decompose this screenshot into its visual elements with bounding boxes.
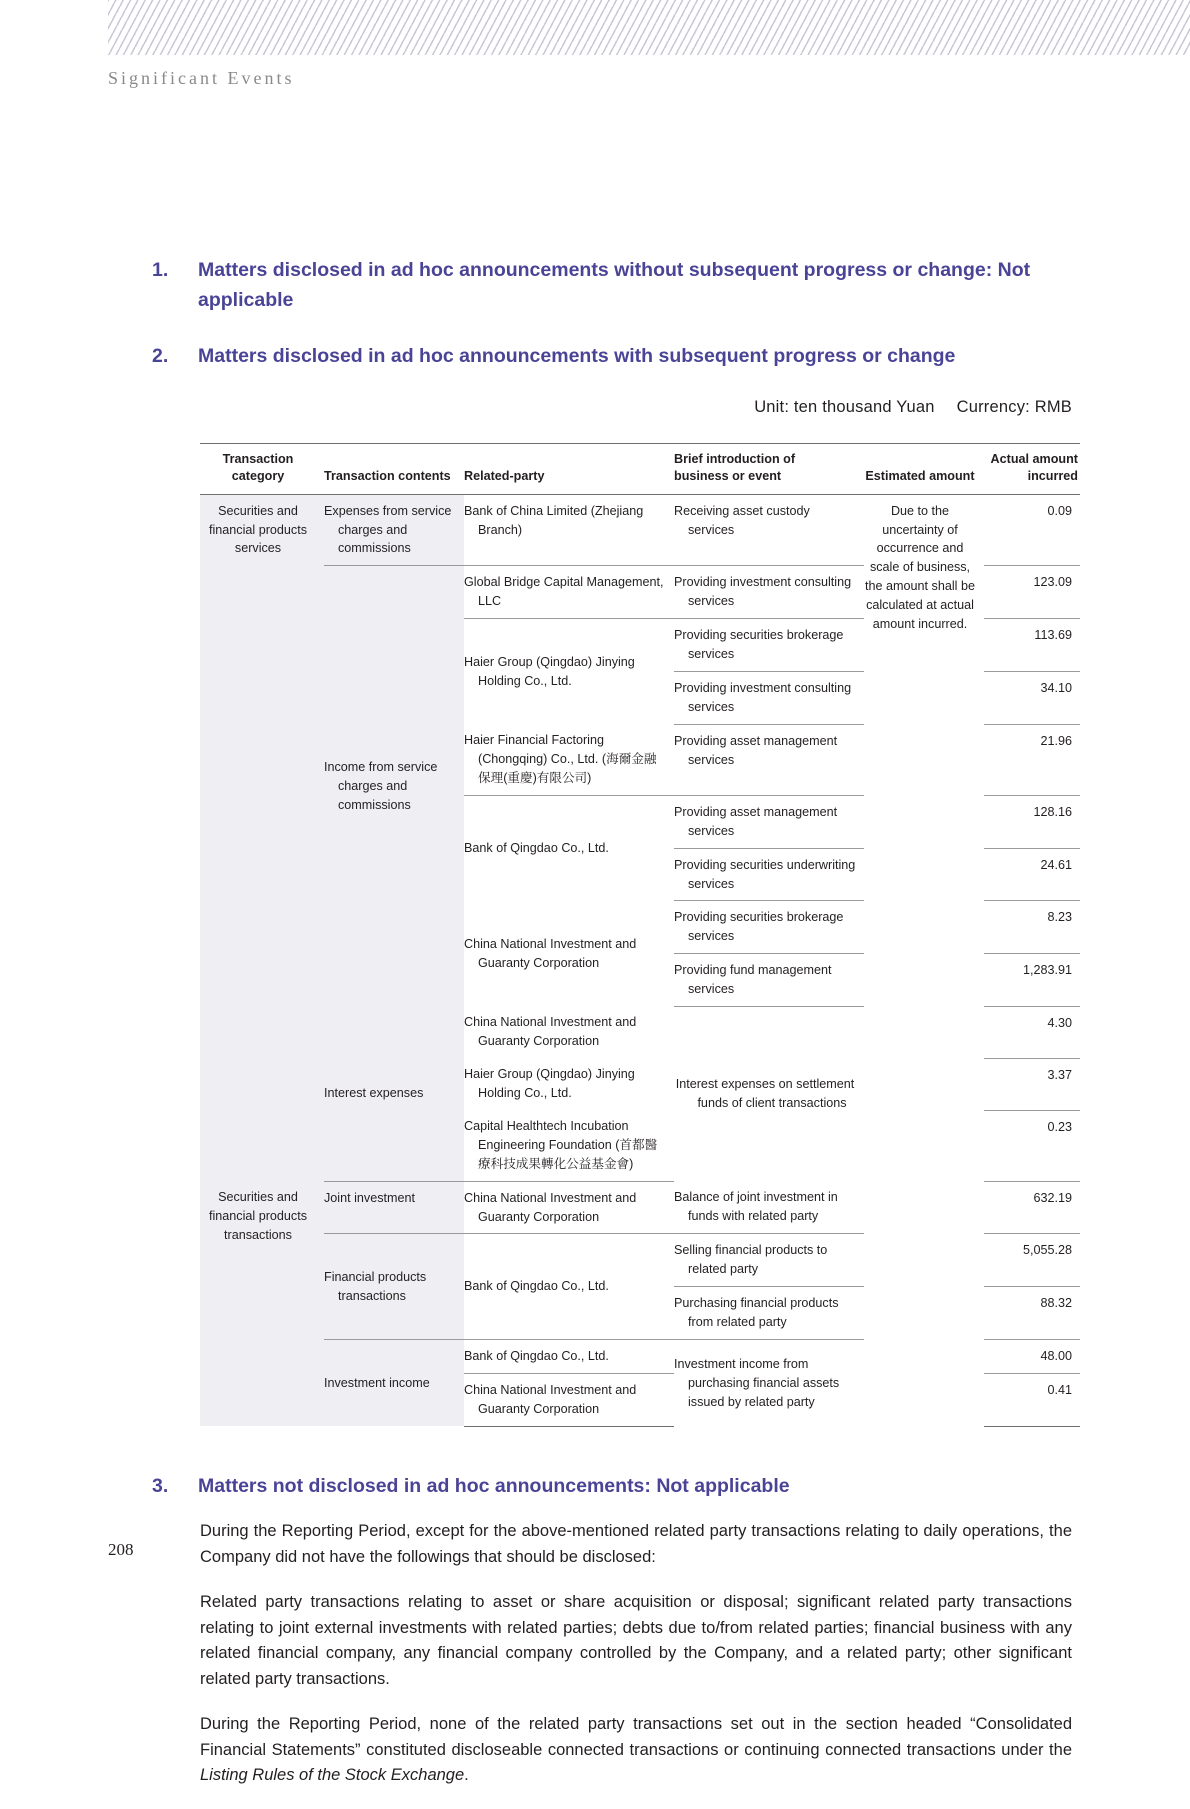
header-estimated-amount: Estimated amount <box>864 443 984 494</box>
unit-currency-note <box>0 398 1072 417</box>
cell-party: Bank of Qingdao Co., Ltd. <box>464 1234 674 1340</box>
cell-party: Bank of China Limited (Zhejiang Branch) <box>464 494 674 566</box>
header-brief-line1: Brief introduction of <box>674 451 796 466</box>
header-transaction-category: Transaction category <box>200 443 324 494</box>
header-related-party: Related-party <box>464 443 674 494</box>
cell-contents-2: Income from service charges and commissions <box>324 566 464 1007</box>
table-header <box>200 443 1080 494</box>
cell-brief: Providing fund management services <box>674 954 864 1007</box>
related-party-table-wrap <box>200 443 1078 1427</box>
cell-actual: 0.23 <box>984 1110 1080 1181</box>
cell-contents-3: Interest expenses <box>324 1006 464 1181</box>
cell-actual: 113.69 <box>984 619 1080 672</box>
cell-brief: Interest expenses on settlement funds of client transactions <box>675 1077 855 1111</box>
section-3-number: 3. <box>152 1474 169 1497</box>
section-1-number: 1. <box>152 259 169 281</box>
cell-brief: Providing securities underwriting services <box>674 848 864 901</box>
cell-actual: 123.09 <box>984 566 1080 619</box>
cell-actual: 0.09 <box>984 494 1080 566</box>
header-actual-line1: Actual amount <box>990 451 1078 466</box>
table-header-row <box>200 443 1080 494</box>
listing-rules-title: Listing Rules of the Stock Exchange <box>200 1766 465 1785</box>
cell-brief: Providing investment consulting services <box>674 671 864 724</box>
header-brief-introduction <box>674 443 864 494</box>
header-actual-amount <box>984 443 1080 494</box>
paragraph-2: Related party transactions relating to asset or share acquisition or disposal; significant related party transactions relating to joint external investments with related parties; debts due to/from related parties; financial business with any related financial company, any financial company controlled by the Company, and a related party; other significant related party transactions. <box>200 1593 1072 1688</box>
cell-actual: 88.32 <box>984 1287 1080 1340</box>
paragraph-3-before: During the Reporting Period, none of the related party transactions set out in the section headed “Consolidated Financial Statements” constituted discloseable connected transactions or continuing connected transactions under the <box>200 1715 1072 1759</box>
cell-actual: 4.30 <box>984 1006 1080 1058</box>
cell-actual: 632.19 <box>984 1181 1080 1234</box>
cell-party: Bank of Qingdao Co., Ltd. <box>464 1340 674 1374</box>
section-3-title: Matters not disclosed in ad hoc announcements: Not applicable <box>198 1474 790 1497</box>
paragraph-3 <box>200 1712 1072 1789</box>
cell-contents-4: Joint investment <box>324 1181 464 1234</box>
cell-actual: 21.96 <box>984 724 1080 795</box>
header-transaction-contents: Transaction contents <box>324 443 464 494</box>
cell-brief: Providing investment consulting services <box>674 566 864 619</box>
cell-actual: 1,283.91 <box>984 954 1080 1007</box>
cell-contents-6: Investment income <box>324 1340 464 1427</box>
header-brief-line2: business or event <box>674 468 782 483</box>
page-content <box>0 255 1190 1809</box>
paragraph-1: During the Reporting Period, except for the above-mentioned related party transactions relating to daily operations, the Company did not have the followings that should be disclosed: <box>200 1521 1072 1566</box>
cell-party: China National Investment and Guaranty Corporation <box>464 1181 674 1234</box>
cell-brief: Providing asset management services <box>674 795 864 848</box>
cell-contents-1: Expenses from service charges and commissions <box>324 494 464 566</box>
cell-party: Haier Financial Factoring (Chongqing) Co., Ltd. (海爾金融保理(重慶)有限公司) <box>464 724 674 795</box>
cell-brief: Providing securities brokerage services <box>674 901 864 954</box>
cell-brief: Providing securities brokerage services <box>674 619 864 672</box>
cell-actual: 0.41 <box>984 1373 1080 1426</box>
cell-brief: Selling financial products to related party <box>674 1234 864 1287</box>
cell-actual: 34.10 <box>984 671 1080 724</box>
section-1 <box>152 255 1072 315</box>
section-2 <box>152 341 1072 371</box>
cell-brief: Receiving asset custody services <box>674 494 864 566</box>
table-row <box>200 494 1080 566</box>
cell-party: Bank of Qingdao Co., Ltd. <box>464 840 609 855</box>
cell-actual: 24.61 <box>984 848 1080 901</box>
running-head: Significant Events <box>108 68 295 88</box>
cell-party: China National Investment and Guaranty Corporation <box>464 936 637 970</box>
cell-party: China National Investment and Guaranty Corporation <box>464 1015 637 1049</box>
cell-estimated-note: Due to the uncertainty of occurrence and scale of business, the amount shall be calculated at actual amount incurred. <box>865 503 975 631</box>
section-3 <box>152 1471 1072 1501</box>
currency-label: Currency: RMB <box>956 397 1072 416</box>
paragraph-3-after: . <box>464 1766 469 1785</box>
cell-contents-5: Financial products transactions <box>324 1234 464 1340</box>
table-body <box>200 494 1080 1426</box>
cell-brief: Providing asset management services <box>674 724 864 795</box>
cell-party: Haier Group (Qingdao) Jinying Holding Co., Ltd. <box>464 1067 635 1101</box>
section-1-title: Matters disclosed in ad hoc announcements without subsequent progress or change: Not applicable <box>198 259 1031 312</box>
cell-party: Haier Group (Qingdao) Jinying Holding Co., Ltd. <box>464 654 635 688</box>
cell-brief: Balance of joint investment in funds with related party <box>674 1181 864 1234</box>
cell-brief: Investment income from purchasing financial assets issued by related party <box>674 1356 840 1409</box>
cell-actual: 8.23 <box>984 901 1080 954</box>
cell-brief: Purchasing financial products from related party <box>674 1287 864 1340</box>
section-3-heading <box>152 1471 1072 1501</box>
cell-party: Capital Healthtech Incubation Engineering Foundation (首都醫療科技成果轉化公益基金會) <box>464 1110 674 1181</box>
cell-actual: 128.16 <box>984 795 1080 848</box>
cell-party: China National Investment and Guaranty Corporation <box>464 1373 674 1426</box>
cell-actual: 48.00 <box>984 1340 1080 1374</box>
page-number: 208 <box>108 1540 134 1559</box>
related-party-transactions-table <box>200 443 1080 1427</box>
decorative-hatch-band <box>108 0 1190 56</box>
section-2-title: Matters disclosed in ad hoc announcements with subsequent progress or change <box>198 345 956 368</box>
cell-party: Global Bridge Capital Management, LLC <box>464 566 674 619</box>
section-2-number: 2. <box>152 345 169 368</box>
cell-category-1: Securities and financial products services <box>200 494 324 1181</box>
cell-category-2: Securities and financial products transactions <box>200 1181 324 1426</box>
header-actual-line2: incurred <box>1027 468 1078 483</box>
unit-label: Unit: ten thousand Yuan <box>754 397 935 416</box>
cell-actual: 5,055.28 <box>984 1234 1080 1287</box>
cell-actual: 3.37 <box>984 1058 1080 1110</box>
